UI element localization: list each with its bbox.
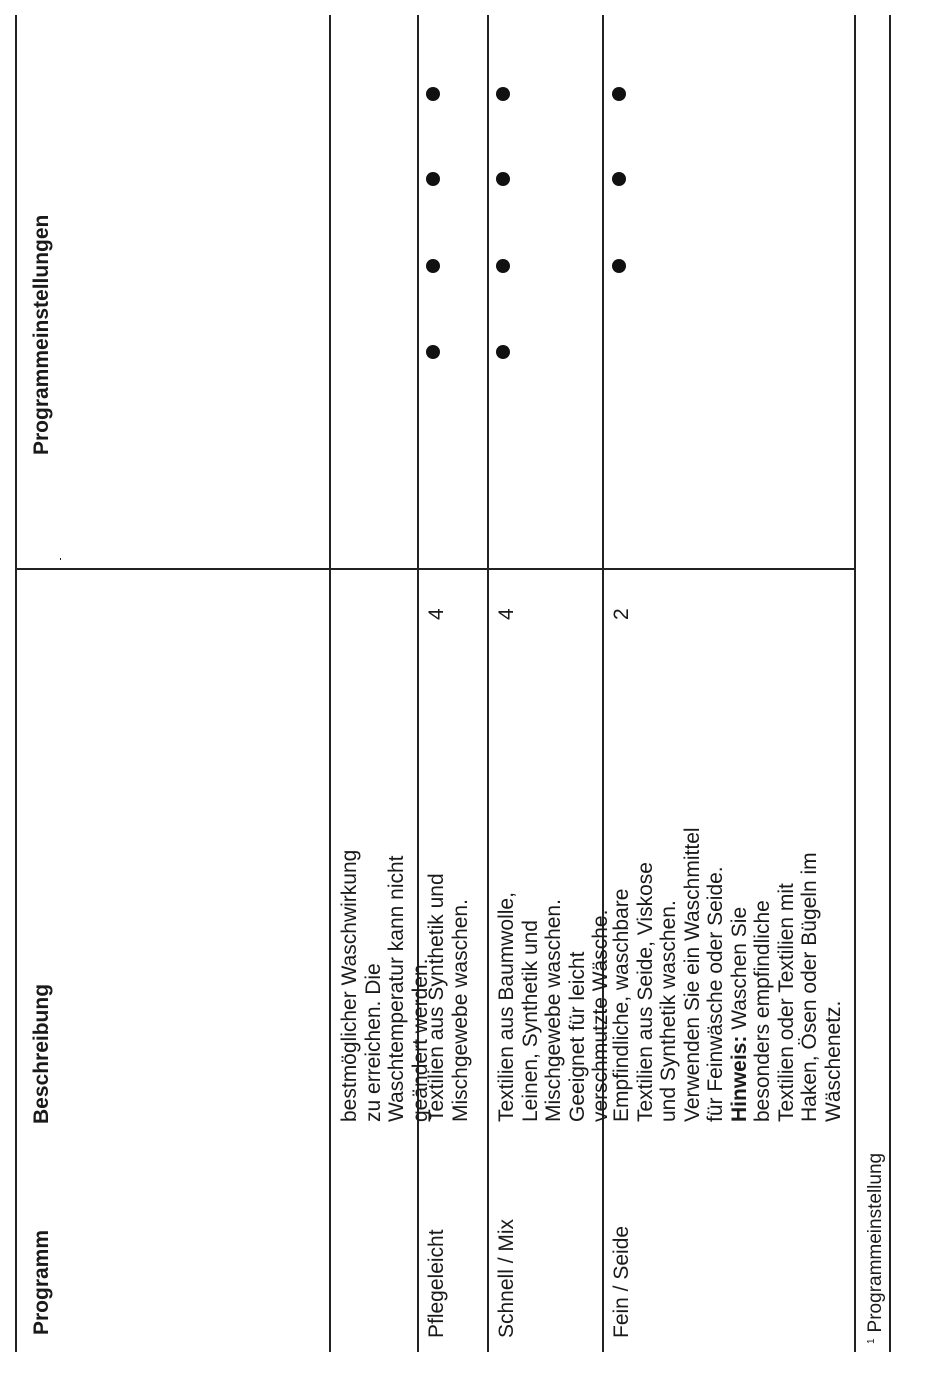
footnote-text: Programmeinstellung [865,1152,886,1333]
header-settings: Programmeinstellungen [30,214,53,455]
rule-settings-header-line [60,569,61,570]
rule-header-sub [60,559,61,561]
row-2-description: Textilien aus Baumwolle, Leinen, Synthetik und Mischgewebe waschen. Geeignet für leicht verschmutzte Wäsche. [495,892,612,1122]
row-3-description-p2: Verwenden Sie ein Waschmittel für Feinwäsche oder Seide. [680,827,727,1122]
rule-footnote-bottom [889,15,891,1352]
row-2-mark-3 [496,172,510,186]
row-3-mark-3 [612,172,626,186]
rule-row-3 [487,15,489,1352]
row-1-mark-1 [426,345,440,359]
row-1-program: Pflegeleicht [425,1229,448,1338]
row-3-value: 2 [610,608,633,620]
row-2-mark-2 [496,259,510,273]
rule-row-2 [417,15,419,1352]
rule-top [15,15,17,1352]
row-3-hint-label: Hinweis: [727,1035,751,1122]
header-description: Beschreibung [30,983,53,1124]
row-1-mark-2 [426,259,440,273]
row-2-program: Schnell / Mix [495,1218,518,1338]
row-1-mark-4 [426,87,440,101]
rule-col-settings [15,569,855,571]
row-3-hint [728,822,846,1122]
row-2-mark-4 [496,87,510,101]
row-0-description: bestmöglicher Waschwirkung zu erreichen. Die Waschtemperatur kann nicht geändert werden. [338,849,432,1122]
rule-row-4 [602,15,604,1352]
rule-row-1 [329,15,331,1352]
footnote [861,1153,887,1344]
footnote-marker: 1 [866,1338,877,1344]
row-1-value: 4 [425,608,448,620]
row-3-description [610,822,845,1122]
rule-table-bottom [854,15,856,1352]
row-2-value: 4 [495,608,518,620]
row-1-mark-3 [426,172,440,186]
row-3-mark-4 [612,87,626,101]
header-program: Programm [30,1229,53,1335]
row-3-program: Fein / Seide [610,1225,633,1338]
row-1-description: Textilien aus Synthetik und Mischgewebe waschen. [425,873,472,1122]
row-2-mark-1 [496,345,510,359]
row-3-hint-text: Waschen Sie besonders empfindliche Textilien oder Textilien mit Haken, Ösen oder Bügeln im Wäschenetz. [727,852,845,1122]
row-3-description-p1: Empfindliche, waschbare Textilien aus Seide, Viskose und Synthetik waschen. [610,862,680,1122]
row-3-mark-2 [612,259,626,273]
